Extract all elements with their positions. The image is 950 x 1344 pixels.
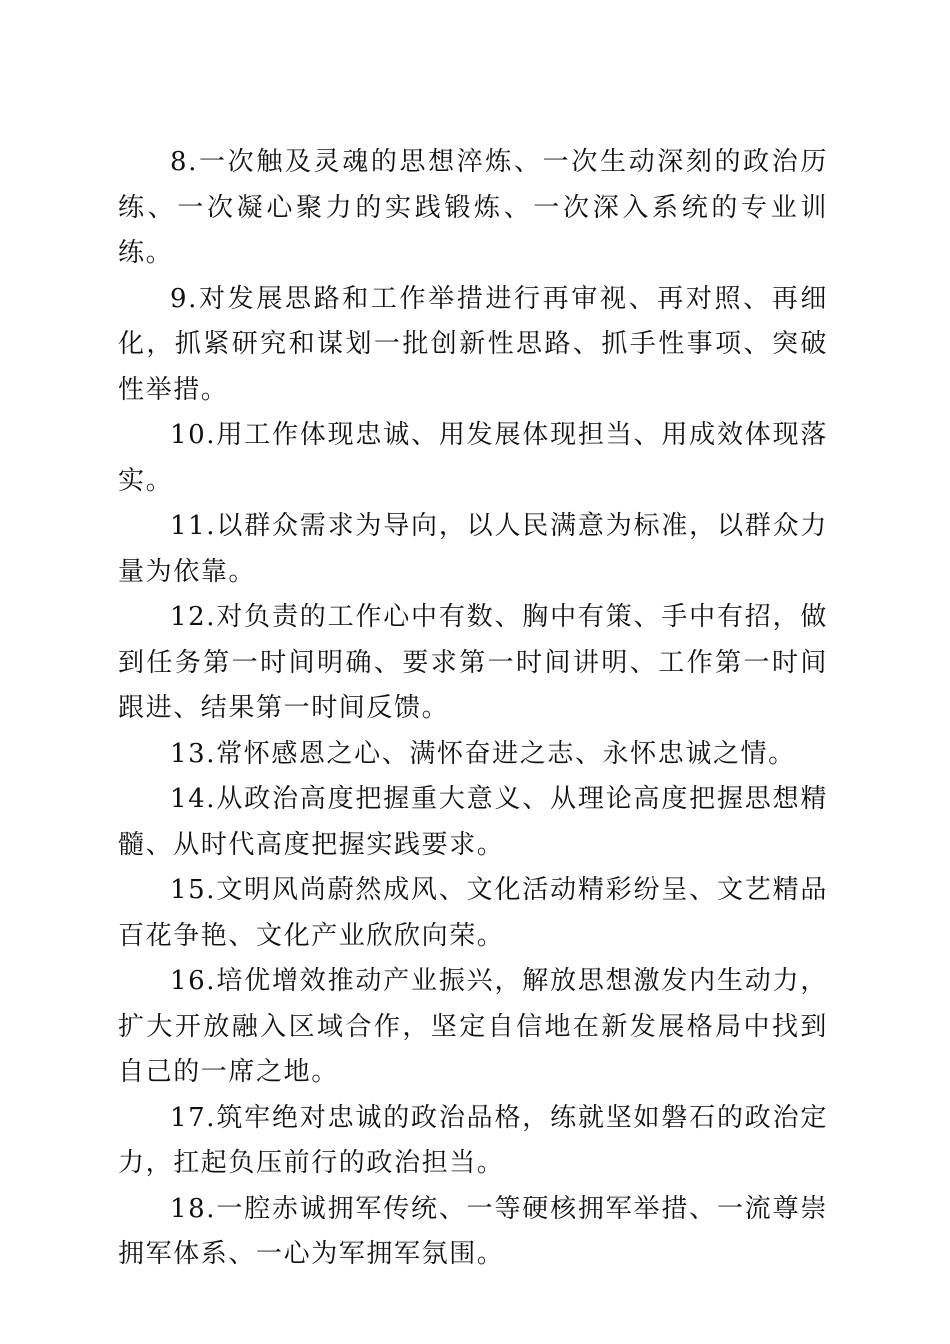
item-number: 11.	[170, 511, 217, 541]
item-text: 一次触及灵魂的思想淬炼、一次生动深刻的政治历练、一次凝心聚力的实践锻炼、一次深入系统的专业训练。	[118, 147, 828, 268]
list-item	[118, 868, 828, 959]
item-number: 13.	[170, 738, 217, 769]
list-item	[118, 1187, 828, 1278]
item-number: 14.	[170, 784, 217, 814]
item-text: 培优增效推动产业振兴，解放思想激发内生动力，扩大开放融入区域合作，坚定自信地在新发展格局中找到自己的一席之地。	[118, 966, 828, 1087]
item-number: 9.	[170, 283, 199, 314]
item-number: 10.	[170, 420, 217, 450]
list-item	[118, 595, 828, 732]
list-item	[118, 140, 828, 277]
item-text: 对负责的工作心中有数、胸中有策、手中有招，做到任务第一时间明确、要求第一时间讲明、工作第一时间跟进、结果第一时间反馈。	[118, 602, 828, 723]
list-item	[118, 959, 828, 1096]
list-item	[118, 777, 828, 868]
item-text: 从政治高度把握重大意义、从理论高度把握思想精髓、从时代高度把握实践要求。	[118, 784, 828, 860]
document-page	[118, 140, 828, 1278]
list-item	[118, 413, 828, 504]
item-text: 以群众需求为导向，以人民满意为标准，以群众力量为依靠。	[118, 511, 828, 587]
item-text: 用工作体现忠诚、用发展体现担当、用成效体现落实。	[118, 420, 828, 496]
item-text: 文明风尚蔚然成风、文化活动精彩纷呈、文艺精品百花争艳、文化产业欣欣向荣。	[118, 875, 828, 951]
item-number: 12.	[170, 602, 217, 632]
item-number: 15.	[170, 875, 217, 905]
item-text: 常怀感恩之心、满怀奋进之志、永怀忠诚之情。	[216, 738, 796, 769]
item-number: 18.	[170, 1193, 217, 1224]
item-text: 一腔赤诚拥军传统、一等硬核拥军举措、一流尊崇拥军体系、一心为军拥军氛围。	[118, 1193, 828, 1269]
list-item	[118, 277, 828, 414]
item-number: 16.	[170, 966, 217, 996]
list-item	[118, 1096, 828, 1187]
item-text: 对发展思路和工作举措进行再审视、再对照、再细化，抓紧研究和谋划一批创新性思路、抓手性事项、突破性举措。	[118, 283, 828, 405]
list-item	[118, 504, 828, 595]
item-text: 筑牢绝对忠诚的政治品格，练就坚如磐石的政治定力，扛起负压前行的政治担当。	[118, 1102, 828, 1178]
item-number: 17.	[170, 1102, 217, 1133]
item-number: 8.	[170, 147, 199, 177]
list-item	[118, 732, 828, 778]
